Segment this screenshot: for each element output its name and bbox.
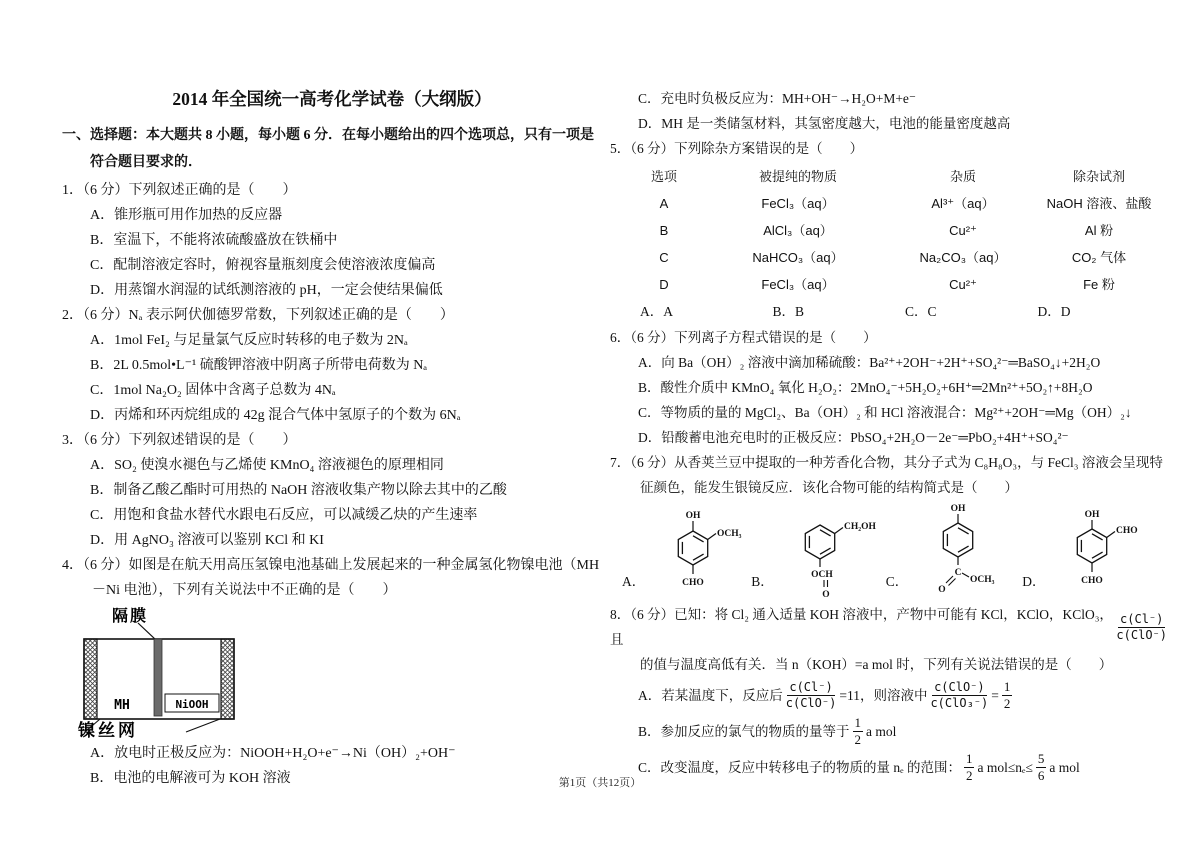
table-row	[620, 190, 1160, 217]
table-cell: D	[659, 277, 669, 292]
answer-choice: D．D	[1037, 304, 1071, 319]
electrode-niooh-label: NiOOH	[175, 698, 209, 711]
answer-choice: C．C	[905, 304, 937, 319]
fraction-denominator: 2	[1003, 695, 1011, 711]
substituent-label: CHO	[682, 578, 705, 588]
substituent-label: OCH₃	[970, 575, 995, 585]
table-cell: NaOH 溶液、盐酸	[1046, 196, 1152, 211]
option: D．MH 是一类储氢材料，其氢密度越大，电池的能量密度越高	[638, 116, 1011, 131]
option	[638, 677, 1170, 713]
table-header-cell: 被提纯的物质	[758, 169, 837, 184]
stem-text: 的值与温度高低有关．当 n（KOH）=a mol 时，下列有关说法错误的是（ ）	[640, 657, 1113, 672]
option: C．1mol Na₂O₂ 固体中含离子总数为 4Nₐ	[90, 383, 336, 398]
option	[638, 713, 1170, 749]
question-stem	[610, 602, 1170, 652]
table-cell: Cu²⁺	[949, 277, 977, 292]
table-cell: CO₂ 气体	[1071, 250, 1127, 265]
fraction-denominator: c(ClO⁻)	[785, 695, 837, 710]
table-cell: Al³⁺（aq）	[931, 196, 995, 211]
structure-letter: B．	[751, 574, 774, 589]
table-row	[620, 217, 1160, 244]
table-cell: A	[659, 196, 669, 211]
structure-letter: D．	[1022, 574, 1046, 589]
stem-text: 8．（6 分）已知：将 Cl₂ 通入适量 KOH 溶液中，产物中可能有 KCl，KClO，KClO₃，且	[610, 607, 1113, 647]
page-number: 第1页（共12页）	[558, 777, 642, 789]
option: B．酸性介质中 KMnO₄ 氧化 H₂O₂：2MnO₄⁻+5H₂O₂+6H⁺═2Mn²⁺+5O₂↑+8H₂O	[638, 380, 1093, 395]
question-stem: 1．（6 分）下列叙述正确的是（ ）	[62, 183, 297, 198]
question-stem: 4．（6 分）如图是在航天用高压氢镍电池基础上发展起来的一种金属氢化物镍电池（MH－Ni 电池），下列有关说法中不正确的是（ ）	[62, 558, 600, 598]
substituent-label: CHO	[1115, 526, 1138, 536]
option: B．制备乙酸乙酯时可用热的 NaOH 溶液收集产物以除去其中的乙酸	[90, 483, 507, 498]
answer-choice: B．B	[772, 304, 805, 319]
table-cell: C	[659, 250, 669, 265]
table-cell: Fe 粉	[1083, 277, 1115, 292]
option-text: a mol≤nₑ≤	[977, 759, 1033, 775]
structure-option-c	[886, 502, 1023, 602]
question-3	[62, 428, 602, 553]
electrode-mh-label: MH	[114, 698, 130, 713]
structure-letter: A．	[622, 574, 646, 589]
substituent-label: O	[822, 590, 830, 600]
fraction-denominator: 6	[1037, 767, 1045, 783]
option-text: a mol	[866, 723, 897, 739]
option-text: =	[991, 687, 999, 703]
option: B．2L 0.5mol•L⁻¹ 硫酸钾溶液中阴离子所带电荷数为 Nₐ	[90, 358, 428, 373]
fraction-numerator: c(Cl⁻)	[789, 679, 833, 694]
question-6	[610, 325, 1170, 450]
option: C．用饱和食盐水替代水跟电石反应，可以减缓乙炔的产生速率	[90, 508, 478, 523]
table-cell: FeCl₃（aq）	[761, 196, 835, 211]
fraction-denominator: 2	[965, 767, 973, 783]
question-stem-continued	[640, 652, 1170, 677]
battery-diagram	[70, 607, 260, 739]
question-7	[610, 450, 1170, 602]
fraction-numerator: c(ClO⁻)	[934, 679, 985, 694]
fraction-numerator: 1	[1003, 678, 1011, 694]
table-header-row	[620, 163, 1160, 190]
fraction	[786, 681, 837, 709]
fraction-numerator: 1	[854, 714, 862, 730]
right-column	[610, 86, 1170, 785]
table-cell: Na₂CO₃（aq）	[919, 250, 1007, 265]
structure-option-b	[751, 502, 886, 602]
option: C．配制溶液定容时，俯视容量瓶刻度会使溶液浓度偏高	[90, 258, 436, 273]
question-stem: 7．（6 分）从香荚兰豆中提取的一种芳香化合物，其分子式为 C₈H₈O₃，与 FeCl₃ 溶液会呈现特征颜色，能发生银镜反应．该化合物可能的结构简式是（ ）	[610, 455, 1163, 495]
substituent-label: CH₂OH	[843, 522, 876, 532]
substituent-label: OCH₃	[717, 529, 742, 539]
table-cell: FeCl₃（aq）	[761, 277, 835, 292]
option: D．用蒸馏水润湿的试纸测溶液的 pH，一定会使结果偏低	[90, 283, 443, 298]
fraction-numerator: 5	[1037, 750, 1045, 766]
fraction-numerator: c(Cl⁻)	[1120, 611, 1164, 626]
table-cell: Cu²⁺	[949, 223, 977, 238]
table-row	[620, 244, 1160, 271]
option-text: =11，则溶液中	[839, 687, 928, 703]
option: A．锥形瓶可用作加热的反应器	[90, 208, 283, 223]
substituent-label: O	[938, 585, 946, 595]
substituent-label: OH	[685, 511, 701, 521]
separator-membrane	[154, 639, 162, 716]
structure-option-a	[622, 502, 751, 602]
question-5	[610, 136, 1170, 325]
question-stem: 6．（6 分）下列离子方程式错误的是（ ）	[610, 330, 877, 345]
table-header-cell: 除杂试剂	[1072, 169, 1125, 184]
structure-a-diagram	[647, 502, 751, 602]
option: C．等物质的量的 MgCl₂、Ba（OH）₂ 和 HCl 溶液混合：Mg²⁺+2OH⁻═Mg（OH）₂↓	[638, 405, 1132, 420]
membrane-pointer-line	[138, 623, 156, 640]
question-stem: 2．（6 分）Nₐ 表示阿伏伽德罗常数，下列叙述正确的是（ ）	[62, 308, 454, 323]
structure-d-diagram	[1048, 502, 1156, 602]
structure-letter: C．	[885, 574, 909, 589]
option: B．电池的电解液可为 KOH 溶液	[90, 771, 291, 786]
table-cell: NaHCO₃（aq）	[752, 250, 844, 265]
table-header-cell: 选项	[650, 169, 677, 184]
option: A．SO₂ 使溴水褪色与乙烯使 KMnO₄ 溶液褪色的原理相同	[90, 458, 444, 473]
option: D．丙烯和环丙烷组成的 42g 混合气体中氢原子的个数为 6Nₐ	[90, 408, 461, 423]
fraction	[1116, 613, 1167, 641]
option: A．1mol FeI₂ 与足量氯气反应时转移的电子数为 2Nₐ	[90, 333, 408, 348]
question-stem: 3．（6 分）下列叙述错误的是（ ）	[62, 433, 297, 448]
table-cell: AlCl₃（aq）	[763, 223, 833, 238]
option: D．铅酸蓄电池充电时的正极反应：PbSO₄+2H₂O－2e⁻═PbO₂+4H⁺+SO₄²⁻	[638, 430, 1069, 445]
option: D．用 AgNO₃ 溶液可以鉴别 KCl 和 KI	[90, 533, 324, 548]
question-stem: 5．（6 分）下列除杂方案错误的是（ ）	[610, 141, 864, 156]
fraction	[1002, 680, 1013, 710]
option: A．放电时正极反应为：NiOOH+H₂O+e⁻→Ni（OH）₂+OH⁻	[90, 746, 456, 761]
option: B．室温下，不能将浓硫酸盛放在铁桶中	[90, 233, 338, 248]
structure-c-diagram	[910, 502, 1022, 602]
option-text: a mol	[1049, 759, 1080, 775]
substituent-label: C	[954, 568, 962, 578]
answer-choices-row	[640, 298, 1170, 325]
battery-figure	[70, 607, 602, 739]
structure-option-d	[1022, 502, 1155, 602]
table-header-cell: 杂质	[949, 169, 976, 184]
fraction-denominator: c(ClO₃⁻)	[930, 695, 989, 710]
purification-table	[620, 163, 1160, 298]
cell-right-wall	[221, 639, 234, 719]
option: C．充电时负极反应为：MH+OH⁻→H₂O+M+e⁻	[638, 91, 917, 106]
question-1	[62, 178, 602, 303]
substituent-label: OH	[1084, 510, 1099, 520]
mesh-label: 镍丝网	[78, 721, 138, 739]
option-text: C．改变温度，反应中转移电子的物质的量 nₑ 的范围：	[638, 759, 961, 775]
answer-choice: A．A	[640, 304, 673, 319]
question-4	[62, 553, 602, 791]
table-row	[620, 271, 1160, 298]
fraction	[930, 681, 988, 709]
table-cell: Al 粉	[1084, 223, 1114, 238]
exam-title: 2014 年全国统一高考化学试卷（大纲版）	[172, 89, 492, 109]
mesh-pointer-right	[186, 719, 220, 732]
substituent-label: CHO	[1080, 576, 1103, 586]
fraction-denominator: 2	[854, 731, 862, 747]
section-heading: 一、选择题：本大题共 8 小题，每小题 6 分．在每小题给出的四个选项总，只有一项是符合题目要求的．	[62, 128, 594, 170]
structure-b-diagram	[776, 502, 886, 602]
structure-options-row	[622, 502, 1170, 602]
cell-left-wall	[84, 639, 97, 719]
option: A．向 Ba（OH）₂ 溶液中滴加稀硫酸：Ba²⁺+2OH⁻+2H⁺+SO₄²⁻═BaSO₄↓+2H₂O	[638, 355, 1101, 370]
fraction	[853, 716, 864, 746]
option-text: B．参加反应的氯气的物质的量等于	[638, 723, 850, 739]
fraction-denominator: c(ClO⁻)	[1116, 627, 1167, 642]
fraction-numerator: 1	[965, 750, 973, 766]
substituent-label: OCH	[810, 570, 833, 580]
question-2	[62, 303, 602, 428]
option-text: A．若某温度下，反应后	[638, 687, 783, 703]
membrane-label: 隔膜	[112, 608, 149, 625]
question-8	[610, 602, 1170, 785]
table-cell: B	[659, 223, 669, 238]
left-column	[62, 86, 602, 791]
substituent-label: OH	[950, 504, 966, 514]
